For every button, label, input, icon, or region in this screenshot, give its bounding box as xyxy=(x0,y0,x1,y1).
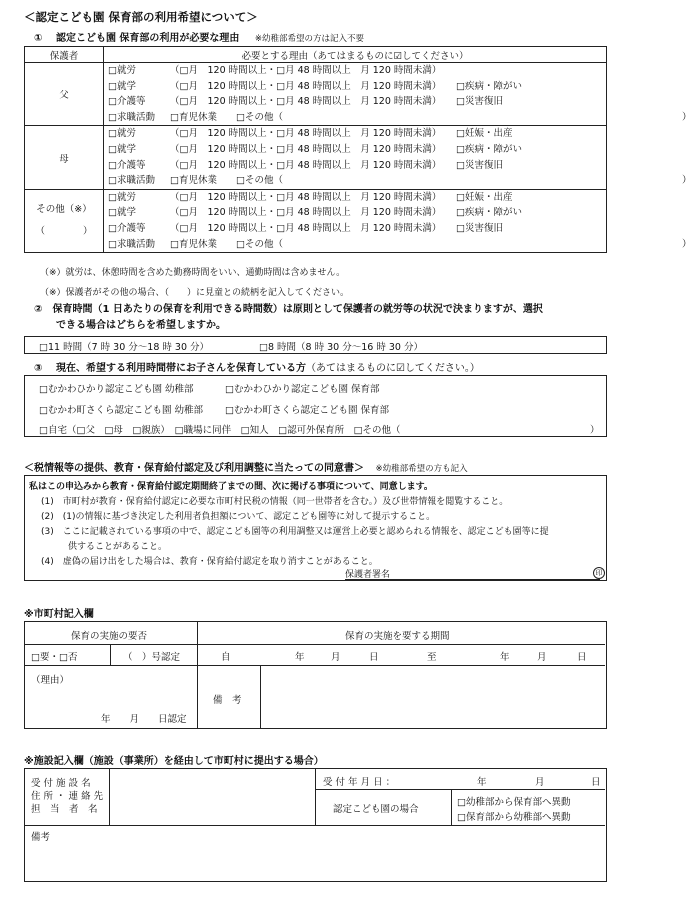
col-reason-header: 必要とする理由（あてはまるものに☑してください） xyxy=(104,47,607,63)
reasons-father xyxy=(104,63,692,126)
seal-mark: 印 xyxy=(593,567,605,579)
hours-options[interactable]: （□月 120 時間以上・□月 48 時間以上 月 120 時間未満） xyxy=(170,207,442,219)
question3-note: （あてはまるものに☑してください。） xyxy=(305,363,480,374)
facility-table xyxy=(24,768,607,882)
consent-heading xyxy=(24,459,468,474)
other-close: ） xyxy=(549,238,692,250)
hours-options[interactable]: （□月 120 時間以上・□月 48 時間以上 月 120 時間未満） xyxy=(170,143,442,155)
reason-checkbox[interactable]: □介護等 xyxy=(108,159,146,171)
reason-checkbox[interactable]: □疾病・障がい xyxy=(456,143,522,155)
hours-options[interactable]: （□月 120 時間以上・□月 48 時間以上 月 120 時間未満） xyxy=(170,80,442,92)
signature-line xyxy=(345,579,600,580)
reason-checkbox[interactable]: □疾病・障がい xyxy=(456,80,522,92)
row-father xyxy=(25,63,607,126)
reason-checkbox[interactable]: □災害復旧 xyxy=(456,159,503,171)
question3-heading xyxy=(34,359,480,374)
guardian-father: 父 xyxy=(25,63,104,126)
to-month: 月 xyxy=(537,652,547,663)
hours-options[interactable]: （□月 120 時間以上・□月 48 時間以上 月 120 時間未満） xyxy=(170,191,442,203)
municipality-table xyxy=(24,621,607,729)
reason-checkbox[interactable]: □介護等 xyxy=(108,222,146,234)
option-other-close: ） xyxy=(590,425,600,436)
received-year: 年 xyxy=(477,777,487,788)
reason-label: （理由） xyxy=(31,675,70,686)
consent-intro: 私はこの申込みから教育・保育給付認定期間終了までの間、次に掲げる事項について、同意します。 xyxy=(29,482,433,492)
need-header: 保育の実施の要否 xyxy=(71,631,148,642)
other-close: ） xyxy=(549,111,692,123)
reason-checkbox[interactable]: □就労 xyxy=(108,191,136,203)
consent-item-3: (3) ここに記載されている事項の中で、認定こども園等の利用調整又は運営上必要と認められる情報を、認定こども園等に提 xyxy=(41,527,549,537)
question2-text-2: できる場合はどちらを希望しますか。 xyxy=(56,320,226,331)
guardian-other-relation[interactable]: （ ） xyxy=(35,225,93,237)
facility-contact-label: 住 所 ・ 連 絡 先 xyxy=(31,791,104,802)
hours-options[interactable]: （□月 120 時間以上・□月 48 時間以上 月 120 時間未満） xyxy=(170,65,442,76)
from-month: 月 xyxy=(331,652,341,663)
option-current-care[interactable]: □自宅（□父 □母 □親族） □職場に同伴 □知人 □認可外保育所 □その他（ xyxy=(39,425,401,436)
kodomoen-case-label: 認定こども園の場合 xyxy=(333,804,419,815)
reasons-other xyxy=(104,189,692,252)
reason-checkbox[interactable]: □就学 xyxy=(108,207,136,219)
reason-table xyxy=(24,46,692,253)
facility-section-title: ※施設記入欄（施設（事業所）を経由して市町村に提出する場合） xyxy=(24,756,324,767)
question3-number: ③ xyxy=(34,363,43,374)
from-year: 年 xyxy=(295,652,305,663)
transfer-kinder-to-nursery[interactable]: □幼稚部から保育部へ異動 xyxy=(457,797,571,808)
from-day: 日 xyxy=(369,652,379,663)
facility-divider-h1 xyxy=(315,789,605,790)
hours-options[interactable]: （□月 120 時間以上・□月 48 時間以上 月 120 時間未満） xyxy=(170,128,442,140)
reason-checkbox[interactable]: □妊娠・出産 xyxy=(456,191,513,203)
hours-options[interactable]: （□月 120 時間以上・□月 48 時間以上 月 120 時間未満） xyxy=(170,159,442,171)
hours-options[interactable]: （□月 120 時間以上・□月 48 時間以上 月 120 時間未満） xyxy=(170,222,442,234)
divider-v1 xyxy=(197,622,198,728)
facility-name-label: 受 付 施 設 名 xyxy=(31,778,91,789)
municipality-remarks-field[interactable] xyxy=(261,666,601,728)
period-header: 保育の実施を要する期間 xyxy=(345,631,450,642)
question2-text-1: 保育時間（1 日あたりの保育を利用できる時間数）は原則として保護者の就労等の状況で決まりますが、選択 xyxy=(52,304,543,315)
option-11-hours[interactable]: □11 時間（7 時 30 分〜18 時 30 分） xyxy=(39,342,210,353)
facility-remarks-label: 備考 xyxy=(31,832,51,843)
reason-checkbox[interactable]: □就学 xyxy=(108,143,136,155)
facility-labels xyxy=(31,777,103,816)
guardian-other xyxy=(25,189,104,252)
signature-field[interactable] xyxy=(345,564,600,578)
facility-staff-label: 担 当 者 名 xyxy=(31,804,98,815)
facility-divider-h2 xyxy=(25,825,605,826)
reason-checkbox[interactable]: □災害復旧 xyxy=(456,222,503,234)
question1-text: 認定こども園 保育部の利用が必要な理由 xyxy=(55,33,240,44)
divider-h1 xyxy=(25,644,605,645)
guardian-other-label: その他（※） xyxy=(36,203,92,215)
reason-checkbox[interactable]: □災害復旧 xyxy=(456,96,503,108)
municipality-remarks-label: 備 考 xyxy=(213,695,242,706)
question3-text: 現在、希望する利用時間帯にお子さんを保育している方 xyxy=(55,363,306,374)
reasons-mother xyxy=(104,126,692,189)
other-options[interactable]: □育児休業 □その他（ xyxy=(170,238,283,250)
period-to: 至 xyxy=(427,652,437,663)
row-mother xyxy=(25,126,607,189)
received-day: 日 xyxy=(591,777,601,788)
question1-number: ① xyxy=(34,33,43,44)
note-relationship: （※）保護者がその他の場合、（ ）に見童との続柄を記入してください。 xyxy=(40,288,350,298)
section1-title: ＜認定こども園 保育部の利用希望について＞ xyxy=(24,10,258,24)
to-day: 日 xyxy=(577,652,587,663)
question2-options xyxy=(24,336,607,354)
option-sakura-kindergarten[interactable]: □むかわ町さくら認定こども園 幼稚部 xyxy=(39,405,203,416)
reason-checkbox[interactable]: □求職活動 xyxy=(108,175,155,187)
certification-date: 年 月 日認定 xyxy=(101,714,187,725)
to-year: 年 xyxy=(500,652,510,663)
reason-checkbox[interactable]: □求職活動 xyxy=(108,111,155,123)
facility-remarks-field[interactable] xyxy=(27,843,603,879)
consent-item-2: (2) (1)の情報に基づき決定した利用者負担額について、認定こども園等に対して提示すること。 xyxy=(41,512,436,522)
facility-divider-v3 xyxy=(451,789,452,825)
guardian-mother: 母 xyxy=(25,126,104,189)
question2-number: ② xyxy=(34,304,43,315)
need-value[interactable]: □要・□否 xyxy=(31,652,78,663)
other-close: ） xyxy=(549,175,692,187)
note-working-hours: （※）就労は、休憩時間を含めた勤務時間をいい、通勤時間は含めません。 xyxy=(40,268,346,278)
received-date-label: 受 付 年 月 日 ： xyxy=(323,777,396,788)
question2-heading xyxy=(34,302,543,334)
period-from: 自 xyxy=(221,652,231,663)
facility-divider-v2 xyxy=(315,769,316,825)
hours-options[interactable]: （□月 120 時間以上・□月 48 時間以上 月 120 時間未満） xyxy=(170,96,442,108)
other-options[interactable]: □育児休業 □その他（ xyxy=(170,175,283,187)
divider-v2 xyxy=(110,644,111,665)
option-sakura-nursery[interactable]: □むかわ町さくら認定こども園 保育部 xyxy=(225,405,389,416)
question1-heading xyxy=(34,29,364,44)
reason-checkbox[interactable]: □求職活動 xyxy=(108,238,155,250)
other-options[interactable]: □育児休業 □その他（ xyxy=(170,111,283,123)
option-8-hours[interactable]: □8 時間（8 時 30 分〜16 時 30 分） xyxy=(259,342,423,353)
option-hikari-kindergarten[interactable]: □むかわひかり認定こども園 幼稚部 xyxy=(39,384,194,395)
consent-note: ※幼稚部希望の方も記入 xyxy=(375,464,468,474)
reason-checkbox[interactable]: □疾病・障がい xyxy=(456,207,522,219)
facility-divider-v1 xyxy=(109,769,110,825)
reason-checkbox[interactable]: □就学 xyxy=(108,80,136,92)
consent-item-1: (1) 市町村が教育・保育給付認定に必要な市町村民税の情報（同一世帯者を含む。）及び世帯情報を閲覧すること。 xyxy=(41,497,509,507)
consent-item-4: (4) 虚偽の届け出をした場合は、教育・保育給付認定を取り消すことがあること。 xyxy=(41,557,378,567)
option-hikari-nursery[interactable]: □むかわひかり認定こども園 保育部 xyxy=(225,384,380,395)
question3-options xyxy=(24,375,607,437)
reason-checkbox[interactable]: □就労 xyxy=(108,128,136,140)
transfer-nursery-to-kinder[interactable]: □保育部から幼稚部へ異動 xyxy=(457,812,571,823)
reason-checkbox[interactable]: □介護等 xyxy=(108,96,146,108)
facility-info-field[interactable] xyxy=(111,771,313,823)
row-other xyxy=(25,189,607,252)
question1-note: ※幼稚部希望の方は記入不要 xyxy=(254,34,365,44)
consent-box xyxy=(24,475,607,581)
received-month: 月 xyxy=(535,777,545,788)
municipality-section-title: ※市町村記入欄 xyxy=(24,609,94,620)
reason-checkbox[interactable]: □妊娠・出産 xyxy=(456,128,513,140)
signature-label: 保護者署名 xyxy=(345,570,391,580)
consent-item-3-cont: 供することがあること。 xyxy=(41,542,168,552)
reason-checkbox[interactable]: □就労 xyxy=(108,65,136,76)
certification-type[interactable]: （ ）号認定 xyxy=(123,652,181,663)
consent-title: ＜税情報等の提供、教育・保育給付認定及び利用調整に当たっての同意書＞ xyxy=(24,463,364,474)
col-guardian-header: 保護者 xyxy=(25,47,104,63)
